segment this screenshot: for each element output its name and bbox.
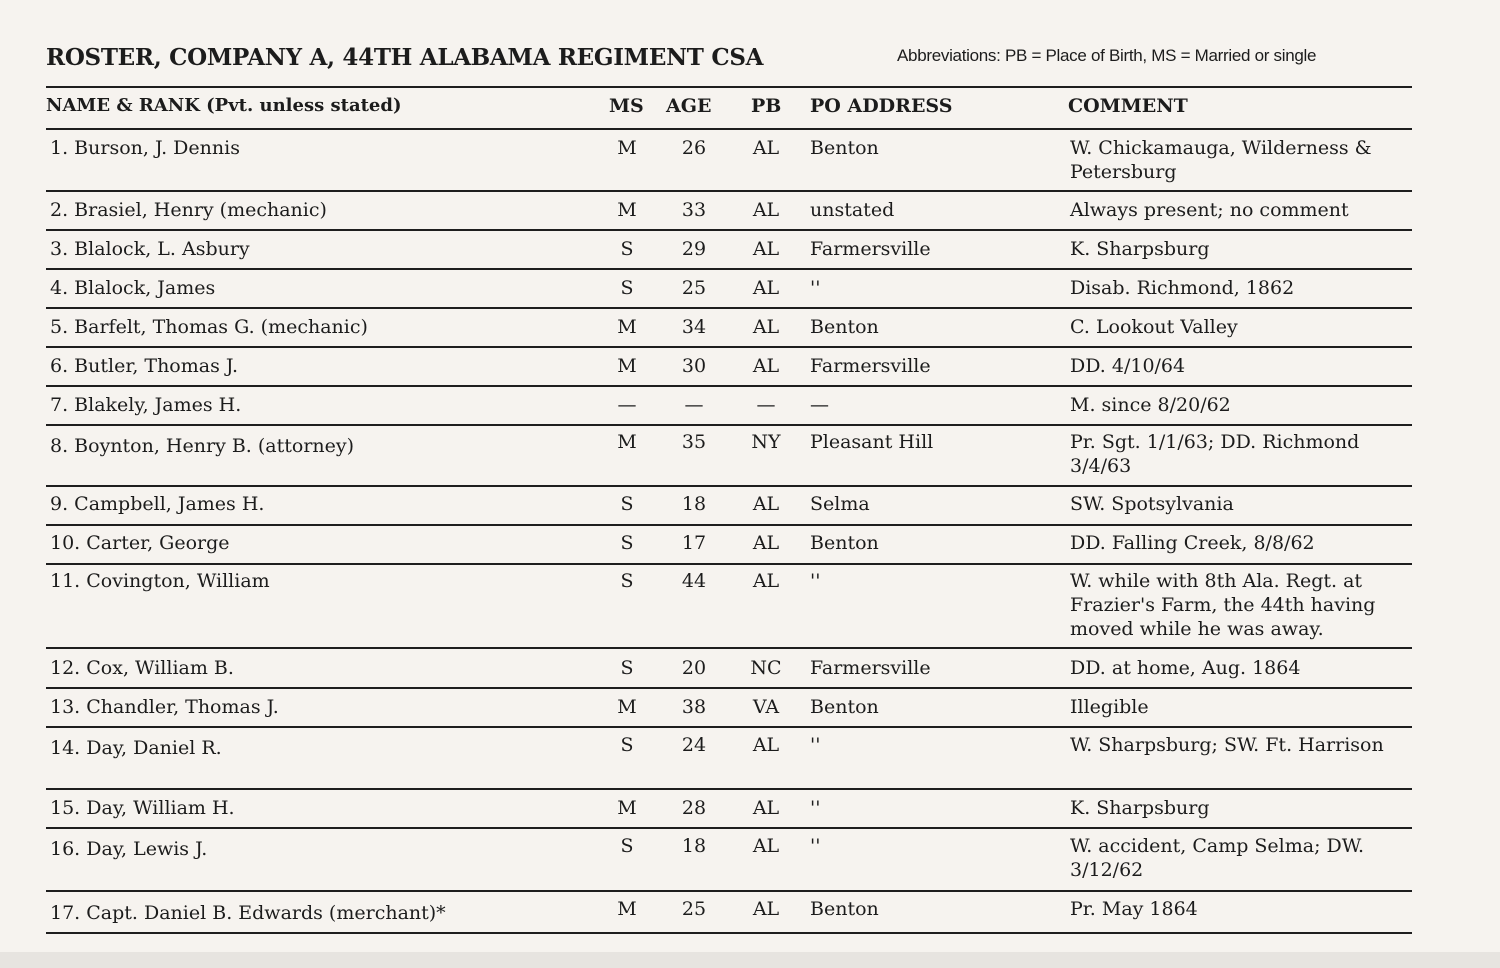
row-ms: S (620, 835, 634, 857)
header-pb: PB (751, 95, 782, 117)
row-divider (46, 890, 1412, 892)
row-pb: NY (751, 431, 781, 453)
row-po-address: Farmersville (810, 355, 931, 377)
row-age: 33 (681, 199, 707, 221)
row-name: 12. Cox, William B. (50, 657, 234, 679)
row-comment: DD. Falling Creek, 8/8/62 (1070, 532, 1315, 554)
row-pb: AL (752, 797, 780, 819)
row-name: 1. Burson, J. Dennis (50, 137, 240, 159)
row-divider (46, 827, 1412, 829)
row-comment: M. since 8/20/62 (1070, 394, 1231, 416)
header-comment: COMMENT (1068, 95, 1188, 117)
row-age: 44 (681, 570, 707, 592)
row-ms: M (617, 316, 637, 338)
row-age: 26 (681, 137, 707, 159)
row-comment: W. Chickamauga, Wilderness & Petersburg (1070, 137, 1372, 183)
row-po-address: '' (810, 734, 821, 756)
row-po-address: — (810, 394, 829, 416)
row-po-address: Benton (810, 532, 879, 554)
row-age: — (684, 394, 704, 416)
row-pb: AL (752, 355, 780, 377)
row-pb: — (756, 394, 776, 416)
row-po-address: '' (810, 797, 821, 819)
row-name: 8. Boynton, Henry B. (attorney) (50, 435, 355, 457)
row-name: 10. Carter, George (50, 532, 230, 554)
row-ms: S (620, 238, 634, 260)
row-pb: AL (752, 493, 780, 515)
row-age: 30 (681, 355, 707, 377)
row-comment: Illegible (1070, 696, 1149, 718)
row-pb: AL (752, 277, 780, 299)
row-pb: AL (752, 137, 780, 159)
row-comment: K. Sharpsburg (1070, 797, 1210, 819)
row-ms: S (620, 657, 634, 679)
row-po-address: Benton (810, 696, 879, 718)
row-po-address: Benton (810, 316, 879, 338)
row-name: 2. Brasiel, Henry (mechanic) (50, 199, 327, 221)
row-age: 17 (681, 532, 707, 554)
page-title: ROSTER, COMPANY A, 44TH ALABAMA REGIMENT CSA (46, 44, 764, 71)
row-ms: S (620, 532, 634, 554)
row-age: 25 (681, 898, 707, 920)
row-name: 16. Day, Lewis J. (50, 838, 208, 860)
row-name: 17. Capt. Daniel B. Edwards (merchant)* (50, 902, 446, 924)
header-ms: MS (609, 95, 644, 117)
row-po-address: Farmersville (810, 238, 931, 260)
row-name: 9. Campbell, James H. (50, 493, 265, 515)
row-pb: AL (752, 570, 780, 592)
row-age: 29 (681, 238, 707, 260)
row-name: 4. Blalock, James (50, 277, 216, 299)
header-bottom-rule (46, 128, 1412, 130)
row-ms: M (617, 355, 637, 377)
row-name: 13. Chandler, Thomas J. (50, 696, 279, 718)
row-age: 38 (681, 696, 707, 718)
header-age: AGE (666, 95, 712, 117)
row-divider (46, 687, 1412, 689)
row-po-address: Benton (810, 137, 879, 159)
page-bottom-edge (0, 952, 1500, 968)
header-po-address: PO ADDRESS (810, 95, 953, 117)
row-age: 18 (681, 835, 707, 857)
row-name: 6. Butler, Thomas J. (50, 355, 239, 377)
row-pb: AL (752, 835, 780, 857)
row-age: 24 (681, 734, 707, 756)
header-name-rank: NAME & RANK (Pvt. unless stated) (46, 95, 402, 116)
row-divider (46, 932, 1412, 934)
row-age: 28 (681, 797, 707, 819)
row-pb: AL (752, 316, 780, 338)
row-comment: W. accident, Camp Selma; DW. 3/12/62 (1070, 835, 1365, 881)
row-comment: Always present; no comment (1070, 199, 1349, 221)
row-comment: Pr. May 1864 (1070, 898, 1198, 920)
row-name: 14. Day, Daniel R. (50, 737, 222, 759)
row-divider (46, 726, 1412, 728)
row-ms: S (620, 277, 634, 299)
row-pb: AL (752, 898, 780, 920)
row-divider (46, 385, 1412, 387)
row-divider (46, 788, 1412, 790)
row-comment: DD. at home, Aug. 1864 (1070, 657, 1301, 679)
row-divider (46, 424, 1412, 426)
row-ms: M (617, 431, 637, 453)
row-pb: AL (752, 199, 780, 221)
row-po-address: Selma (810, 493, 870, 515)
row-po-address: Benton (810, 898, 879, 920)
row-po-address: Farmersville (810, 657, 931, 679)
row-ms: M (617, 797, 637, 819)
row-divider (46, 346, 1412, 348)
row-pb: AL (752, 532, 780, 554)
row-ms: M (617, 137, 637, 159)
row-po-address: '' (810, 835, 821, 857)
row-ms: S (620, 570, 634, 592)
row-comment: W. while with 8th Ala. Regt. at Frazier's Farm, the 44th having moved while he was away. (1070, 570, 1376, 640)
row-divider (46, 190, 1412, 192)
row-pb: VA (752, 696, 780, 718)
row-po-address: unstated (810, 199, 895, 221)
row-ms: S (620, 493, 634, 515)
row-age: 25 (681, 277, 707, 299)
row-age: 34 (681, 316, 707, 338)
row-pb: NC (750, 657, 782, 679)
row-divider (46, 229, 1412, 231)
row-name: 15. Day, William H. (50, 797, 235, 819)
row-comment: C. Lookout Valley (1070, 316, 1238, 338)
row-divider (46, 485, 1412, 487)
row-comment: K. Sharpsburg (1070, 238, 1210, 260)
row-divider (46, 524, 1412, 526)
row-ms: S (620, 734, 634, 756)
row-name: 11. Covington, William (50, 570, 270, 592)
row-ms: M (617, 696, 637, 718)
row-divider (46, 647, 1412, 649)
row-divider (46, 268, 1412, 270)
row-age: 18 (681, 493, 707, 515)
row-comment: Pr. Sgt. 1/1/63; DD. Richmond 3/4/63 (1070, 431, 1360, 477)
row-age: 35 (681, 431, 707, 453)
row-ms: M (617, 898, 637, 920)
row-po-address: '' (810, 277, 821, 299)
row-name: 5. Barfelt, Thomas G. (mechanic) (50, 316, 368, 338)
row-comment: W. Sharpsburg; SW. Ft. Harrison (1070, 734, 1384, 756)
row-pb: AL (752, 734, 780, 756)
row-po-address: '' (810, 570, 821, 592)
row-comment: DD. 4/10/64 (1070, 355, 1186, 377)
row-name: 7. Blakely, James H. (50, 394, 242, 416)
row-ms: M (617, 199, 637, 221)
header-top-rule (46, 86, 1412, 88)
row-divider (46, 307, 1412, 309)
row-age: 20 (681, 657, 707, 679)
row-divider (46, 563, 1412, 565)
row-name: 3. Blalock, L. Asbury (50, 238, 250, 260)
row-comment: SW. Spotsylvania (1070, 493, 1234, 515)
row-po-address: Pleasant Hill (810, 431, 934, 453)
row-comment: Disab. Richmond, 1862 (1070, 277, 1295, 299)
abbreviations-note: Abbreviations: PB = Place of Birth, MS = Married or single (897, 46, 1317, 65)
row-ms: — (617, 394, 637, 416)
row-pb: AL (752, 238, 780, 260)
